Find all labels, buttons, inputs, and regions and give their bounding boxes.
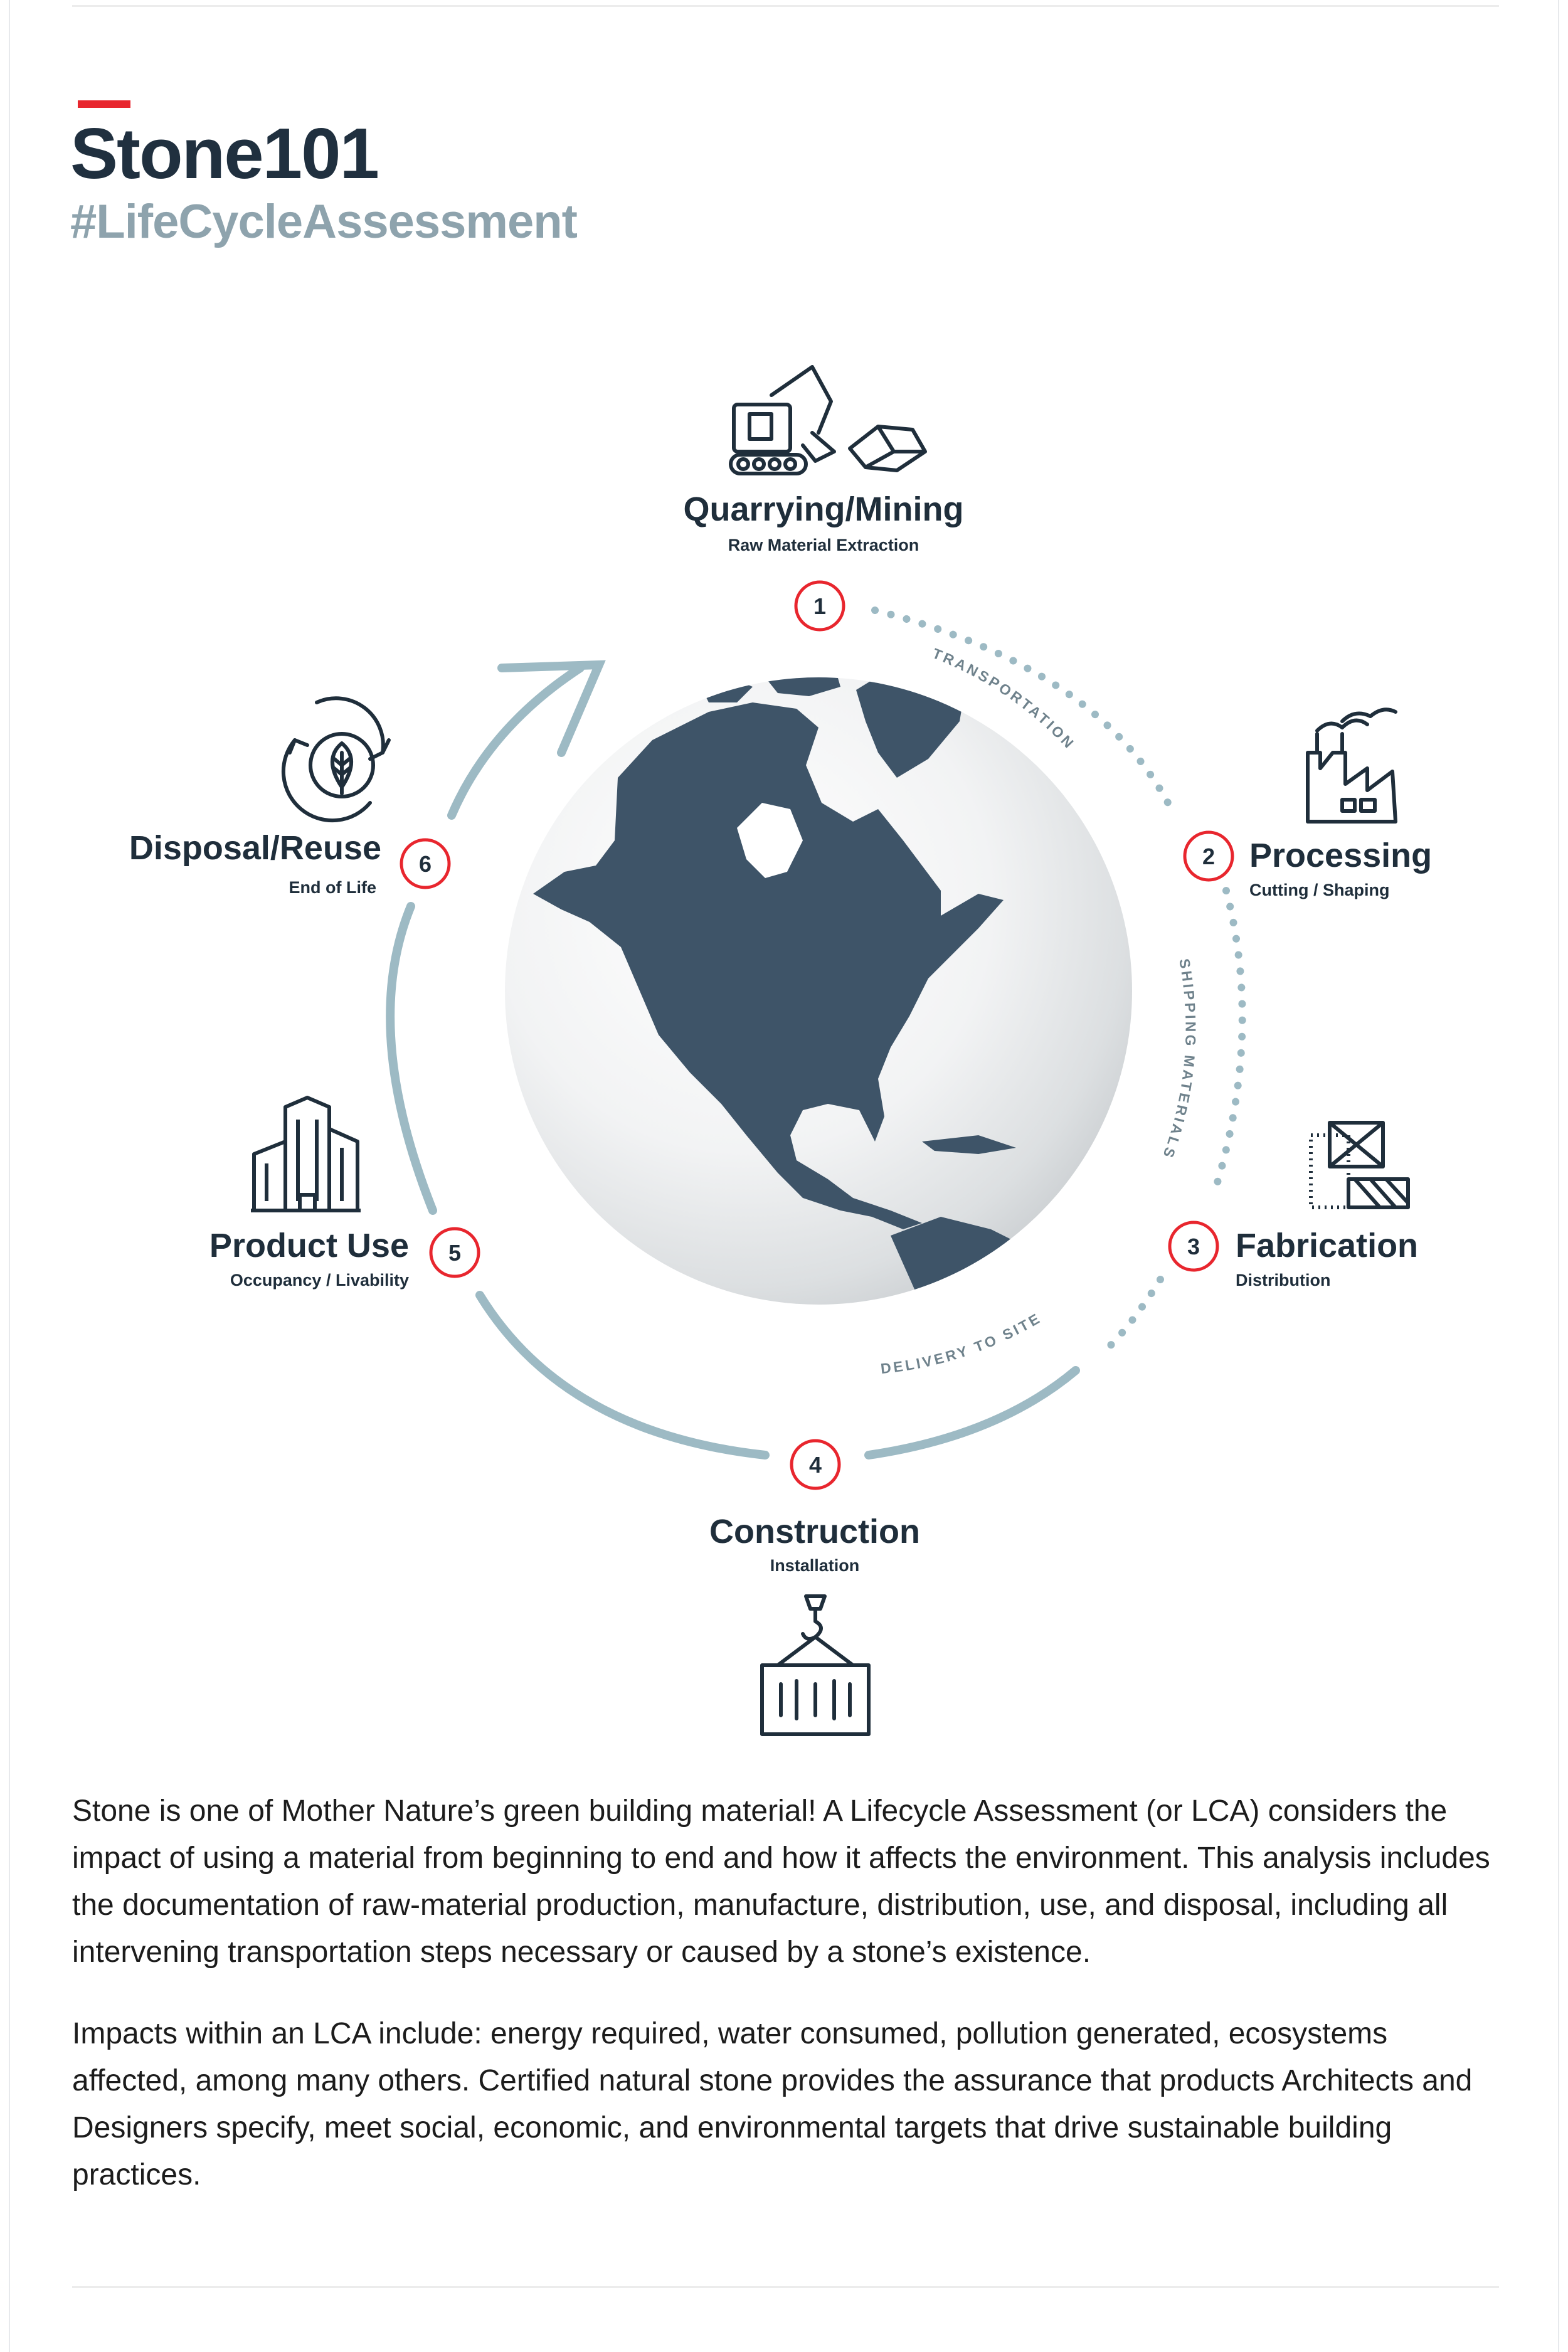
stage-4 xyxy=(709,1441,920,1734)
globe-icon xyxy=(505,659,1132,1392)
intro-paragraph: Stone is one of Mother Nature’s green building material! A Lifecycle Assessment (or LCA) considers the impact of using a material from beginning to end and how it affects the environment. This analysis includes the documentation of raw-material production, manufacture, distribution, use, and disposal, including all intervening transportation steps necessary or caused by a stone’s existence. xyxy=(72,1794,1490,1969)
stage-1 xyxy=(683,367,963,630)
stage-4-number: 4 xyxy=(808,1452,822,1478)
stage-1-title: Quarrying/Mining xyxy=(683,490,964,528)
impacts-paragraph: Impacts within an LCA include: energy required, water consumed, pollution generated, ecosystems affected, among many others. Certified natural stone provides the assurance that products Architects and Designers specify, meet social, economic, and environmental targets that drive sustainable building practices. xyxy=(72,2017,1473,2191)
bottom-divider xyxy=(72,2286,1499,2288)
stage-4-title: Construction xyxy=(709,1513,920,1550)
stage-2-title: Processing xyxy=(1249,837,1433,874)
stage-6 xyxy=(129,698,449,897)
stage-3-subtitle: Distribution xyxy=(1236,1271,1331,1290)
stage-3 xyxy=(1170,1123,1418,1290)
stage-2-number: 2 xyxy=(1202,844,1216,869)
stage-3-title: Fabrication xyxy=(1236,1227,1419,1264)
arc-4-to-3 xyxy=(869,1370,1076,1455)
stage-5-subtitle: Occupancy / Livability xyxy=(230,1271,409,1290)
label-delivery xyxy=(880,1309,1044,1377)
arrow-head xyxy=(502,665,599,753)
stage-5-number: 5 xyxy=(448,1240,462,1266)
stage-2 xyxy=(1185,709,1432,899)
label-shipping xyxy=(1159,957,1199,1162)
rock-shape xyxy=(850,426,925,470)
stage-6-title: Disposal/Reuse xyxy=(129,829,381,867)
stage-1-subtitle: Raw Material Extraction xyxy=(728,536,919,554)
stage-5-title: Product Use xyxy=(209,1227,409,1264)
top-divider xyxy=(72,5,1499,7)
label-delivery-text: DELIVERY TO SITE xyxy=(879,1309,1045,1377)
page-subtitle: #LifeCycleAssessment xyxy=(70,195,577,248)
factory-icon xyxy=(1308,709,1396,822)
arc-6-to-1 xyxy=(452,668,580,815)
recycle-leaf-icon xyxy=(283,698,389,820)
stage-3-number: 3 xyxy=(1187,1234,1200,1259)
accent-bar xyxy=(78,100,130,108)
stone-slabs-icon xyxy=(1311,1123,1408,1207)
page-title: Stone101 xyxy=(70,114,378,194)
stage-4-subtitle: Installation xyxy=(770,1556,860,1575)
arc-5-to-6 xyxy=(390,906,433,1210)
stage-6-number: 6 xyxy=(418,851,432,877)
stage-6-subtitle: End of Life xyxy=(289,878,376,897)
stage-1-number: 1 xyxy=(813,593,827,619)
buildings-icon xyxy=(251,1098,361,1210)
excavator-icon xyxy=(731,367,925,474)
stage-5 xyxy=(209,1098,479,1290)
label-shipping-text: SHIPPING MATERIALS xyxy=(1159,957,1199,1162)
dots-2-to-3 xyxy=(1214,891,1242,1195)
arc-4-to-5 xyxy=(480,1295,765,1455)
dots-3-to-4 xyxy=(1101,1279,1160,1355)
lifecycle-diagram xyxy=(0,326,1568,1750)
stage-2-subtitle: Cutting / Shaping xyxy=(1249,881,1390,899)
crane-container-icon xyxy=(762,1596,869,1734)
label-transportation-text: TRANSPORTATION xyxy=(930,645,1079,753)
